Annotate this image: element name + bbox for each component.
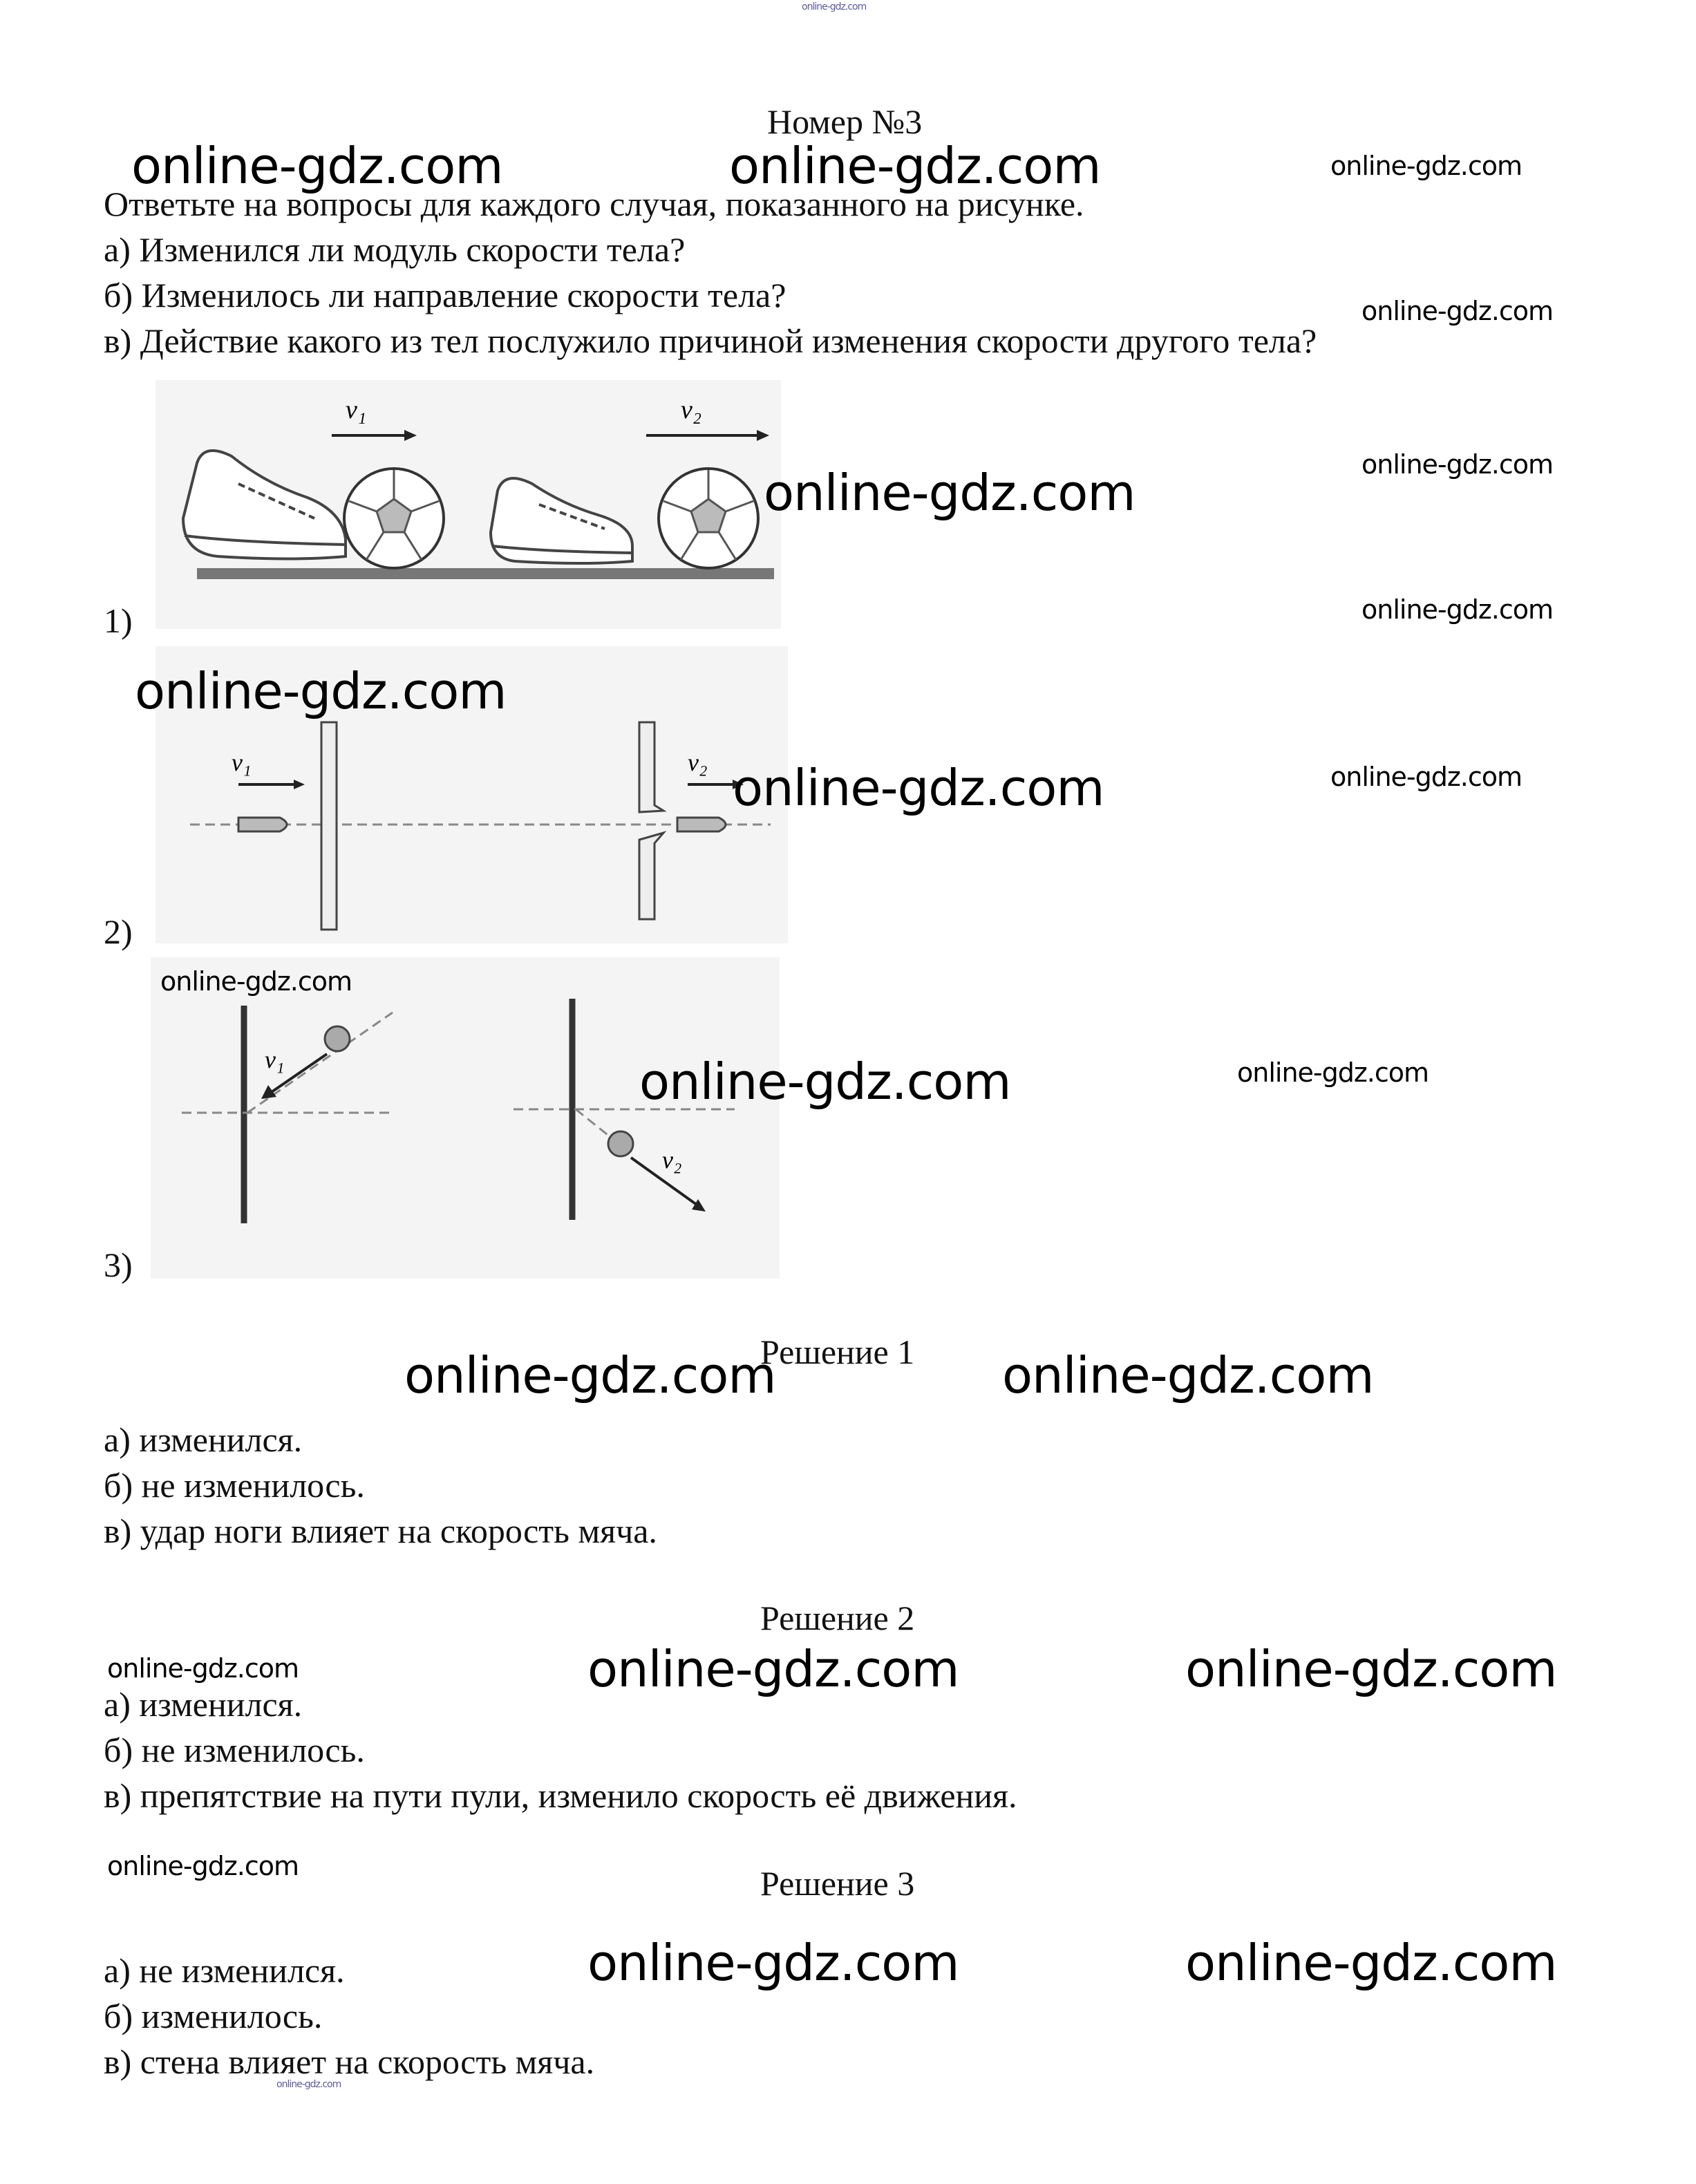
plank-intact xyxy=(321,722,337,930)
watermark: online-gdz.com xyxy=(131,137,503,195)
solution-3-line-a: а) не изменился. xyxy=(104,1951,345,1990)
watermark: online-gdz.com xyxy=(1002,1346,1374,1404)
solution-3-title: Решение 3 xyxy=(760,1864,915,1903)
solution-3-line-b: б) изменилось. xyxy=(104,1997,323,2035)
ball-right xyxy=(659,469,758,568)
solution-1-title: Решение 1 xyxy=(760,1333,915,1371)
figure-3-bounce xyxy=(151,957,780,1279)
figure-3-number: 3) xyxy=(104,1245,133,1284)
watermark: online-gdz.com xyxy=(639,1053,1011,1111)
ball-left xyxy=(344,469,444,568)
ball-incoming xyxy=(325,1026,350,1051)
solution-3-line-c: в) стена влияет на скорость мяча. xyxy=(104,2042,595,2081)
figure-1-kick xyxy=(156,380,781,629)
watermark: online-gdz.com xyxy=(276,2079,341,2090)
label-v1: v₁ xyxy=(346,395,367,424)
solution-2-line-a: а) изменился. xyxy=(104,1685,303,1724)
ground-2 xyxy=(491,568,774,579)
watermark: online-gdz.com xyxy=(1185,1640,1557,1698)
watermark: online-gdz.com xyxy=(729,137,1101,195)
figure-3-drawing xyxy=(151,957,780,1279)
watermark: online-gdz.com xyxy=(764,464,1136,522)
plank-broken-bottom xyxy=(639,833,663,919)
label-v1: v₁ xyxy=(265,1046,285,1073)
solution-1-line-b: б) не изменилось. xyxy=(104,1466,365,1505)
intro-text: Ответьте на вопросы для каждого случая, показанного на рисунке. xyxy=(104,185,1084,223)
watermark: online-gdz.com xyxy=(1237,1057,1429,1088)
watermark: online-gdz.com xyxy=(1330,762,1523,792)
watermark: online-gdz.com xyxy=(587,1934,959,1992)
bullet-right xyxy=(677,818,726,831)
watermark: online-gdz.com xyxy=(1361,594,1554,625)
figure-1-number: 1) xyxy=(104,601,133,640)
figure-2-number: 2) xyxy=(104,912,133,951)
bullet-left xyxy=(238,818,287,831)
solution-2-title: Решение 2 xyxy=(760,1599,915,1637)
shoe-right xyxy=(491,478,632,563)
solution-2-line-c: в) препятствие на пути пули, изменило скорость её движения. xyxy=(104,1776,1017,1815)
solution-2-line-b: б) не изменилось. xyxy=(104,1731,365,1769)
solution-1-line-c: в) удар ноги влияет на скорость мяча. xyxy=(104,1512,657,1550)
watermark: online-gdz.com xyxy=(404,1346,776,1404)
label-v1: v₁ xyxy=(232,749,252,776)
solution-1-line-a: а) изменился. xyxy=(104,1420,303,1459)
figure-1-drawing xyxy=(156,380,781,629)
watermark: online-gdz.com xyxy=(1361,449,1554,480)
watermark: online-gdz.com xyxy=(733,759,1104,817)
watermark: online-gdz.com xyxy=(107,1653,299,1684)
watermark: online-gdz.com xyxy=(1361,296,1554,326)
label-v2: v₂ xyxy=(681,395,702,424)
watermark: online-gdz.com xyxy=(802,1,867,12)
label-v2: v₂ xyxy=(662,1146,682,1174)
watermark: online-gdz.com xyxy=(587,1640,959,1698)
question-a: а) Изменился ли модуль скорости тела? xyxy=(104,230,686,269)
watermark: online-gdz.com xyxy=(160,966,352,997)
shoe-left xyxy=(183,451,346,559)
watermark: online-gdz.com xyxy=(1185,1934,1557,1992)
question-c: в) Действие какого из тел послужило причиной изменения скорости другого тела? xyxy=(104,321,1317,360)
watermark: online-gdz.com xyxy=(1330,151,1523,181)
watermark: online-gdz.com xyxy=(107,1851,299,1881)
ball-outgoing xyxy=(608,1131,633,1156)
plank-broken-top xyxy=(639,722,663,812)
watermark: online-gdz.com xyxy=(135,662,507,720)
label-v2: v₂ xyxy=(688,749,708,776)
page-title: Номер №3 xyxy=(767,102,923,141)
question-b: б) Изменилось ли направление скорости тела? xyxy=(104,276,786,314)
